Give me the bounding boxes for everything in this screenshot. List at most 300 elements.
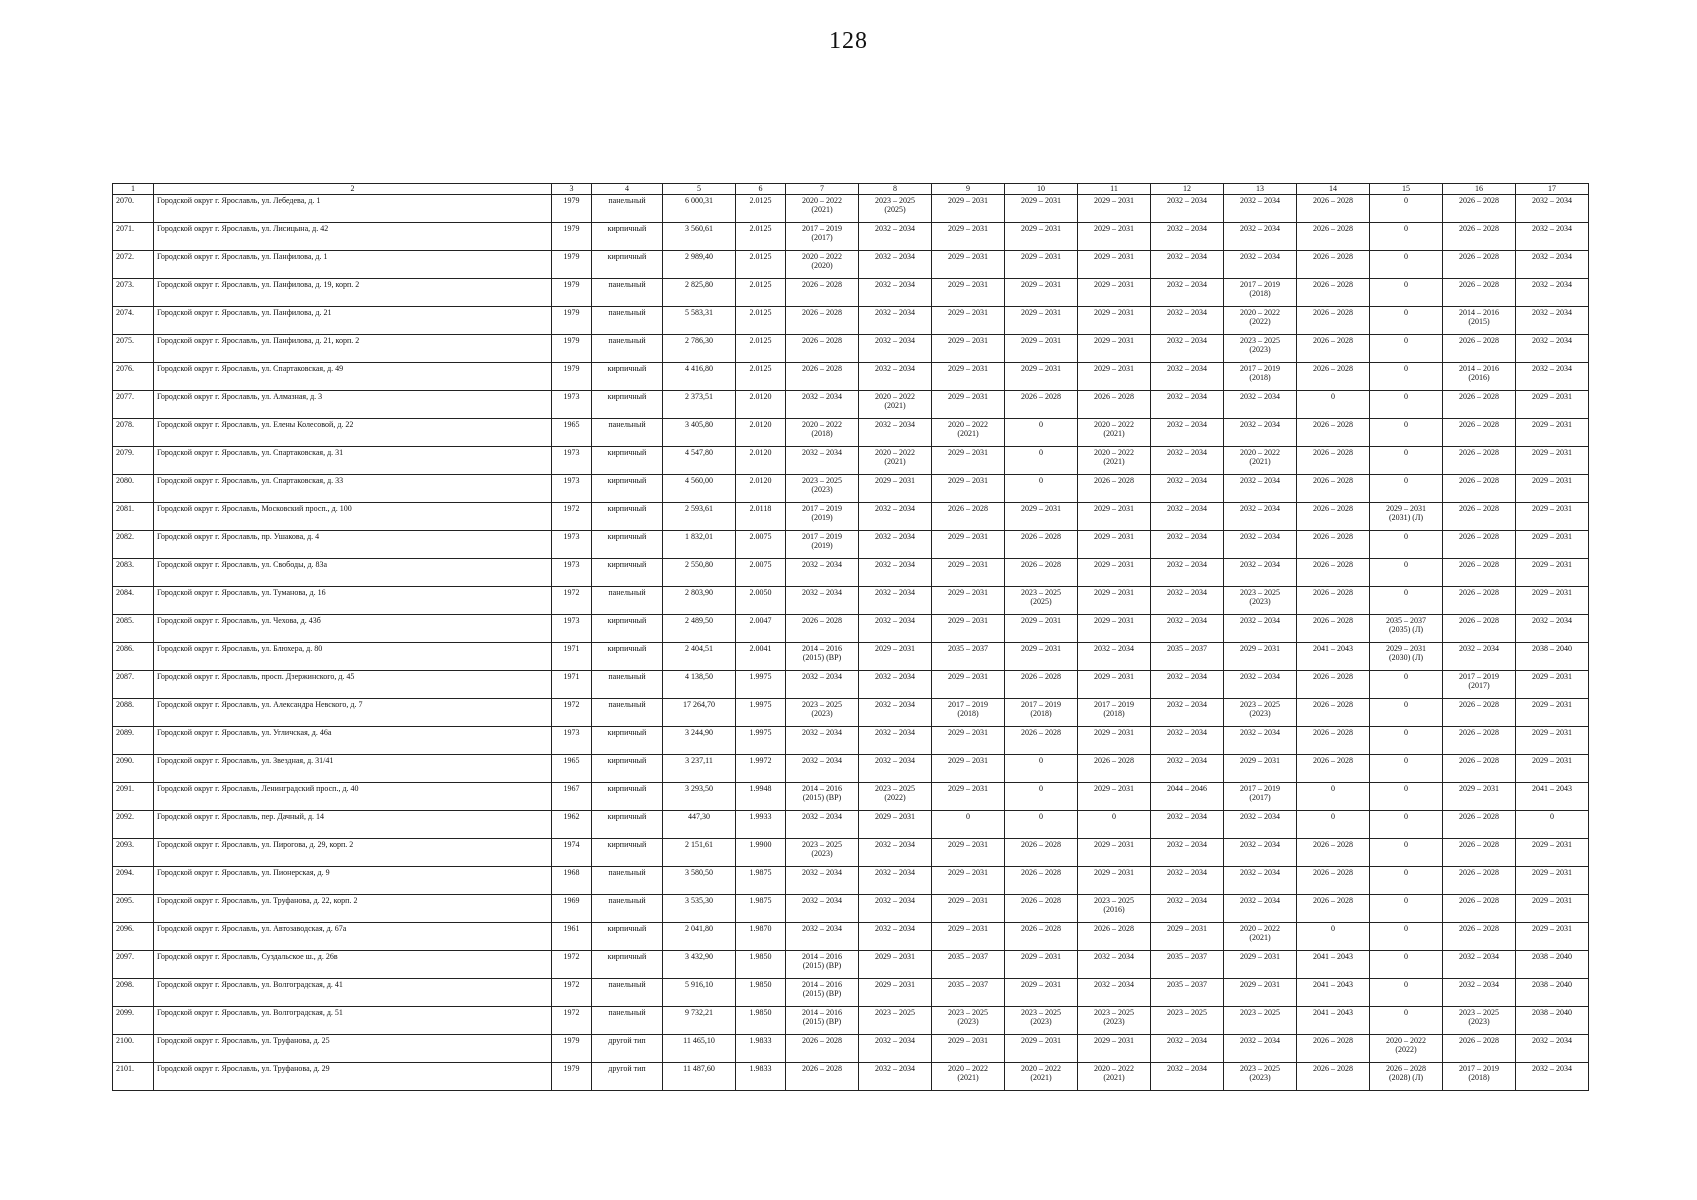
table-cell: 2032 – 2034 [1224, 475, 1297, 503]
table-cell: 2023 – 2025 [859, 1007, 932, 1035]
table-cell: 2029 – 2031 [1516, 531, 1589, 559]
table-cell: 2044 – 2046 [1151, 783, 1224, 811]
table-cell: 11 465,10 [663, 1035, 736, 1063]
table-cell: 2.0050 [736, 587, 786, 615]
table-cell: 2029 – 2031 [1005, 615, 1078, 643]
table-cell: 1979 [552, 223, 592, 251]
table-cell: 2026 – 2028 [1443, 895, 1516, 923]
table-cell: 2029 – 2031 [1516, 699, 1589, 727]
table-cell: кирпичный [592, 559, 663, 587]
table-cell: 2029 – 2031 [1005, 279, 1078, 307]
table-cell: 1.9933 [736, 811, 786, 839]
address-cell: Городской округ г. Ярославль, ул. Свободы, д. 83а [154, 559, 552, 587]
address-cell: Городской округ г. Ярославль, ул. Панфилова, д. 21 [154, 307, 552, 335]
table-cell: 447,30 [663, 811, 736, 839]
table-cell: 1972 [552, 699, 592, 727]
table-cell: 0 [1370, 1007, 1443, 1035]
table-cell: 2026 – 2028 [1443, 531, 1516, 559]
table-cell: 1972 [552, 587, 592, 615]
table-cell: 2026 – 2028 [1297, 587, 1370, 615]
row-number-cell: 2091. [113, 783, 154, 811]
table-cell: 2.0120 [736, 475, 786, 503]
address-cell: Городской округ г. Ярославль, пр. Ушакова, д. 4 [154, 531, 552, 559]
address-cell: Городской округ г. Ярославль, ул. Блюхера, д. 80 [154, 643, 552, 671]
table-cell: 2026 – 2028 [1443, 419, 1516, 447]
table-cell: 2017 – 2019 (2018) [1078, 699, 1151, 727]
table-cell: 2023 – 2025 (2023) [1005, 1007, 1078, 1035]
table-cell: 3 237,11 [663, 755, 736, 783]
address-cell: Городской округ г. Ярославль, Московский просп., д. 100 [154, 503, 552, 531]
table-cell: 4 547,80 [663, 447, 736, 475]
table-cell: 2026 – 2028 [1443, 615, 1516, 643]
table-cell: 1979 [552, 195, 592, 223]
row-number-cell: 2084. [113, 587, 154, 615]
table-cell: 2029 – 2031 [932, 531, 1005, 559]
table-row [113, 979, 1589, 1007]
table-cell: 2023 – 2025 (2022) [859, 783, 932, 811]
table-cell: 0 [1370, 867, 1443, 895]
row-number-cell: 2087. [113, 671, 154, 699]
table-cell: 2 593,61 [663, 503, 736, 531]
table-cell: 2026 – 2028 [1297, 559, 1370, 587]
table-cell: 1965 [552, 419, 592, 447]
table-cell: 2029 – 2031 [1005, 307, 1078, 335]
row-number-cell: 2096. [113, 923, 154, 951]
table-cell: 2026 – 2028 [1005, 559, 1078, 587]
table-row [113, 699, 1589, 727]
table-cell: 2032 – 2034 [859, 419, 932, 447]
row-number-cell: 2093. [113, 839, 154, 867]
table-cell: 2026 – 2028 [1443, 1035, 1516, 1063]
table-cell: другой тип [592, 1035, 663, 1063]
table-cell: 2029 – 2031 [1005, 643, 1078, 671]
table-cell: 2029 – 2031 [932, 755, 1005, 783]
table-cell: 2032 – 2034 [1224, 559, 1297, 587]
column-header: 5 [663, 184, 736, 195]
row-number-cell: 2086. [113, 643, 154, 671]
table-cell: 0 [1005, 447, 1078, 475]
table-cell: 2029 – 2031 [1516, 727, 1589, 755]
table-row [113, 335, 1589, 363]
address-cell: Городской округ г. Ярославль, просп. Дзержинского, д. 45 [154, 671, 552, 699]
table-cell: 2020 – 2022 (2022) [1224, 307, 1297, 335]
address-cell: Городской округ г. Ярославль, ул. Елены Колесовой, д. 22 [154, 419, 552, 447]
table-cell: 2 489,50 [663, 615, 736, 643]
table-cell: 2026 – 2028 [1297, 475, 1370, 503]
table-row [113, 811, 1589, 839]
address-cell: Городской округ г. Ярославль, ул. Труфанова, д. 29 [154, 1063, 552, 1091]
table-cell: 2032 – 2034 [1151, 615, 1224, 643]
table-cell: 2026 – 2028 [786, 615, 859, 643]
table-cell: 2026 – 2028 [1443, 223, 1516, 251]
address-cell: Городской округ г. Ярославль, ул. Чехова, д. 43б [154, 615, 552, 643]
table-cell: 2032 – 2034 [859, 1035, 932, 1063]
table-cell: 1972 [552, 951, 592, 979]
table-cell: кирпичный [592, 811, 663, 839]
table-cell: 2026 – 2028 [1443, 195, 1516, 223]
row-number-cell: 2072. [113, 251, 154, 279]
table-cell: 0 [1370, 755, 1443, 783]
table-row [113, 391, 1589, 419]
table-cell: 1.9870 [736, 923, 786, 951]
table-cell: 2032 – 2034 [1151, 1035, 1224, 1063]
row-number-cell: 2100. [113, 1035, 154, 1063]
row-number-cell: 2078. [113, 419, 154, 447]
table-cell: 2029 – 2031 [1078, 559, 1151, 587]
row-number-cell: 2073. [113, 279, 154, 307]
table-cell: 2029 – 2031 [1078, 867, 1151, 895]
table-cell: 2029 – 2031 [932, 727, 1005, 755]
table-row [113, 783, 1589, 811]
table-cell: 0 [1370, 447, 1443, 475]
table-row [113, 1007, 1589, 1035]
address-cell: Городской округ г. Ярославль, ул. Труфанова, д. 25 [154, 1035, 552, 1063]
table-cell: 1972 [552, 979, 592, 1007]
table-cell: 2.0125 [736, 251, 786, 279]
table-row [113, 363, 1589, 391]
table-cell: 2035 – 2037 [1151, 979, 1224, 1007]
table-cell: 2.0125 [736, 279, 786, 307]
table-cell: 2032 – 2034 [859, 363, 932, 391]
table-cell: 2032 – 2034 [859, 587, 932, 615]
table-cell: 2026 – 2028 [1005, 867, 1078, 895]
address-cell: Городской округ г. Ярославль, ул. Лисицына, д. 42 [154, 223, 552, 251]
address-cell: Городской округ г. Ярославль, ул. Туманова, д. 16 [154, 587, 552, 615]
table-cell: 2017 – 2019 (2018) [1224, 363, 1297, 391]
table-cell: 2026 – 2028 [1443, 867, 1516, 895]
address-cell: Городской округ г. Ярославль, ул. Панфилова, д. 1 [154, 251, 552, 279]
table-cell: 0 [1370, 531, 1443, 559]
table-cell: 2029 – 2031 [932, 671, 1005, 699]
table-cell: 2032 – 2034 [1516, 223, 1589, 251]
table-cell: кирпичный [592, 615, 663, 643]
table-row [113, 447, 1589, 475]
table-cell: другой тип [592, 1063, 663, 1091]
table-cell: 2026 – 2028 [786, 1063, 859, 1091]
table-cell: 2026 – 2028 [1005, 839, 1078, 867]
table-cell: 2032 – 2034 [1443, 643, 1516, 671]
table-cell: 1.9875 [736, 895, 786, 923]
table-cell: 2032 – 2034 [1224, 615, 1297, 643]
address-cell: Городской округ г. Ярославль, Ленинградский просп., д. 40 [154, 783, 552, 811]
column-header: 7 [786, 184, 859, 195]
table-cell: 2032 – 2034 [859, 671, 932, 699]
address-cell: Городской округ г. Ярославль, ул. Спартаковская, д. 31 [154, 447, 552, 475]
table-cell: 0 [1370, 587, 1443, 615]
table-cell: 0 [1370, 391, 1443, 419]
table-cell: 2032 – 2034 [1151, 503, 1224, 531]
table-body [113, 195, 1589, 1091]
table-cell: 2020 – 2022 (2021) [1078, 1063, 1151, 1091]
table-cell: 2032 – 2034 [1151, 363, 1224, 391]
row-number-cell: 2079. [113, 447, 154, 475]
table-cell: 2029 – 2031 [1005, 1035, 1078, 1063]
table-row [113, 419, 1589, 447]
table-cell: 1.9975 [736, 671, 786, 699]
address-cell: Городской округ г. Ярославль, ул. Пирогова, д. 29, корп. 2 [154, 839, 552, 867]
table-cell: 2026 – 2028 [1005, 531, 1078, 559]
table-cell: 1.9975 [736, 727, 786, 755]
table-cell: 4 416,80 [663, 363, 736, 391]
table-cell: 2029 – 2031 [1005, 223, 1078, 251]
table-cell: панельный [592, 699, 663, 727]
address-cell: Городской округ г. Ярославль, ул. Автозаводская, д. 67а [154, 923, 552, 951]
table-cell: панельный [592, 895, 663, 923]
table-cell: 2032 – 2034 [1078, 951, 1151, 979]
table-cell: 2029 – 2031 [1005, 195, 1078, 223]
table-cell: 2029 – 2031 [1516, 475, 1589, 503]
table-cell: 0 [932, 811, 1005, 839]
table-cell: 2032 – 2034 [859, 895, 932, 923]
table-cell: 2.0120 [736, 391, 786, 419]
table-cell: 2032 – 2034 [859, 867, 932, 895]
table-cell: 2032 – 2034 [1151, 335, 1224, 363]
table-cell: 1979 [552, 1063, 592, 1091]
table-cell: 2029 – 2031 [1224, 979, 1297, 1007]
table-cell: 2 989,40 [663, 251, 736, 279]
table-cell: 1973 [552, 475, 592, 503]
table-cell: 0 [1370, 923, 1443, 951]
table-cell: 2017 – 2019 (2018) [1443, 1063, 1516, 1091]
row-number-cell: 2095. [113, 895, 154, 923]
table-cell: 2020 – 2022 (2021) [1224, 447, 1297, 475]
table-cell: 2032 – 2034 [1151, 699, 1224, 727]
table-cell: 2032 – 2034 [1151, 279, 1224, 307]
table-cell: 2026 – 2028 [1443, 279, 1516, 307]
table-cell: 2032 – 2034 [786, 867, 859, 895]
column-header: 8 [859, 184, 932, 195]
address-cell: Городской округ г. Ярославль, ул. Волгоградская, д. 41 [154, 979, 552, 1007]
table-cell: 2032 – 2034 [1151, 587, 1224, 615]
table-cell: 2 151,61 [663, 839, 736, 867]
table-cell: 2032 – 2034 [1151, 671, 1224, 699]
page-number: 128 [829, 28, 868, 54]
table-cell: 2029 – 2031 [1516, 419, 1589, 447]
table-cell: 2 550,80 [663, 559, 736, 587]
column-header: 15 [1370, 184, 1443, 195]
table-cell: 2029 – 2031 [1516, 671, 1589, 699]
table-cell: 0 [1516, 811, 1589, 839]
table-cell: 2026 – 2028 [1443, 503, 1516, 531]
table-cell: панельный [592, 867, 663, 895]
table-cell: 2.0118 [736, 503, 786, 531]
address-cell: Городской округ г. Ярославль, ул. Панфилова, д. 21, корп. 2 [154, 335, 552, 363]
table-cell: 2032 – 2034 [786, 587, 859, 615]
table-cell: кирпичный [592, 923, 663, 951]
table-row [113, 923, 1589, 951]
table-cell: 2026 – 2028 [1297, 727, 1370, 755]
table-cell: 2032 – 2034 [1516, 1063, 1589, 1091]
table-cell: кирпичный [592, 783, 663, 811]
table-cell: 0 [1297, 923, 1370, 951]
table-cell: 2029 – 2031 [932, 783, 1005, 811]
table-cell: 2032 – 2034 [1151, 755, 1224, 783]
table-cell: 2032 – 2034 [786, 895, 859, 923]
address-cell: Городской округ г. Ярославль, ул. Алмазная, д. 3 [154, 391, 552, 419]
table-cell: 0 [1005, 475, 1078, 503]
table-cell: 2026 – 2028 [1005, 391, 1078, 419]
table-cell: 2032 – 2034 [1443, 951, 1516, 979]
table-cell: 1979 [552, 1035, 592, 1063]
table-cell: 2029 – 2031 (2031) (Л) [1370, 503, 1443, 531]
table-cell: 2032 – 2034 [1151, 531, 1224, 559]
table-cell: 2032 – 2034 [859, 559, 932, 587]
table-cell: кирпичный [592, 503, 663, 531]
table-cell: 0 [1370, 699, 1443, 727]
table-row [113, 895, 1589, 923]
table-cell: 2026 – 2028 [1297, 279, 1370, 307]
table-cell: 2.0125 [736, 307, 786, 335]
table-cell: 2029 – 2031 [1078, 531, 1151, 559]
table-cell: 0 [1370, 811, 1443, 839]
table-cell: 1.9972 [736, 755, 786, 783]
table-cell: 2029 – 2031 [1078, 671, 1151, 699]
table-cell: 2 803,90 [663, 587, 736, 615]
table-cell: 2026 – 2028 [1297, 755, 1370, 783]
table-cell: 2029 – 2031 [1516, 503, 1589, 531]
table-cell: 2026 – 2028 [1443, 559, 1516, 587]
table-cell: 2029 – 2031 [1516, 559, 1589, 587]
table-cell: 2032 – 2034 [859, 923, 932, 951]
table-cell: 2035 – 2037 [932, 979, 1005, 1007]
column-header: 2 [154, 184, 552, 195]
row-number-cell: 2092. [113, 811, 154, 839]
table-cell: 3 244,90 [663, 727, 736, 755]
table-cell: 2029 – 2031 [932, 307, 1005, 335]
table-row [113, 587, 1589, 615]
table-cell: 1969 [552, 895, 592, 923]
table-cell: 2029 – 2031 [932, 615, 1005, 643]
row-number-cell: 2074. [113, 307, 154, 335]
table-cell: 2032 – 2034 [859, 279, 932, 307]
table-cell: 0 [1005, 783, 1078, 811]
table-cell: кирпичный [592, 475, 663, 503]
table-row [113, 755, 1589, 783]
table-cell: 2029 – 2031 [932, 447, 1005, 475]
address-cell: Городской округ г. Ярославль, ул. Волгоградская, д. 51 [154, 1007, 552, 1035]
table-cell: 2032 – 2034 [1224, 727, 1297, 755]
table-container [112, 183, 1589, 1091]
table-cell: 2032 – 2034 [859, 251, 932, 279]
table-cell: 4 560,00 [663, 475, 736, 503]
table-cell: 2014 – 2016 (2015) (ВР) [786, 643, 859, 671]
table-cell: 2026 – 2028 [1443, 475, 1516, 503]
table-cell: 2032 – 2034 [1151, 895, 1224, 923]
table-cell: 2023 – 2025 [1151, 1007, 1224, 1035]
table-cell: 2032 – 2034 [859, 531, 932, 559]
table-cell: 2014 – 2016 (2015) (ВР) [786, 783, 859, 811]
table-cell: 2029 – 2031 [1516, 867, 1589, 895]
table-cell: 2026 – 2028 [932, 503, 1005, 531]
table-cell: 2029 – 2031 [1516, 895, 1589, 923]
table-cell: 2026 – 2028 [1297, 307, 1370, 335]
table-cell: 2029 – 2031 [1078, 223, 1151, 251]
table-cell: 2032 – 2034 [1224, 419, 1297, 447]
table-cell: 2032 – 2034 [786, 755, 859, 783]
table-cell: 2026 – 2028 [1443, 335, 1516, 363]
table-cell: 2029 – 2031 [1224, 951, 1297, 979]
table-cell: 2026 – 2028 [1443, 699, 1516, 727]
table-cell: 2026 – 2028 [1297, 419, 1370, 447]
table-cell: 2026 – 2028 [1297, 503, 1370, 531]
table-cell: 1971 [552, 671, 592, 699]
row-number-cell: 2071. [113, 223, 154, 251]
table-row [113, 307, 1589, 335]
table-cell: 1.9833 [736, 1035, 786, 1063]
table-cell: 2017 – 2019 (2017) [1443, 671, 1516, 699]
table-cell: 2032 – 2034 [1224, 531, 1297, 559]
table-cell: 2020 – 2022 (2022) [1370, 1035, 1443, 1063]
table-cell: 2026 – 2028 [1297, 1035, 1370, 1063]
table-cell: 2032 – 2034 [786, 923, 859, 951]
table-row [113, 727, 1589, 755]
table-cell: 1962 [552, 811, 592, 839]
table-cell: 2014 – 2016 (2016) [1443, 363, 1516, 391]
table-cell: 0 [1005, 811, 1078, 839]
table-row [113, 643, 1589, 671]
table-cell: 2023 – 2025 (2025) [859, 195, 932, 223]
table-cell: 2029 – 2031 [932, 363, 1005, 391]
table-cell: 1.9850 [736, 951, 786, 979]
table-cell: 2029 – 2031 [932, 195, 1005, 223]
table-cell: 2029 – 2031 [932, 923, 1005, 951]
table-cell: 2032 – 2034 [1151, 391, 1224, 419]
table-cell: 2029 – 2031 [932, 895, 1005, 923]
row-number-cell: 2101. [113, 1063, 154, 1091]
table-cell: 2029 – 2031 (2030) (Л) [1370, 643, 1443, 671]
table-cell: 2026 – 2028 [1297, 615, 1370, 643]
table-cell: 2029 – 2031 [1005, 503, 1078, 531]
table-cell: 1.9850 [736, 979, 786, 1007]
table-cell: 1.9850 [736, 1007, 786, 1035]
table-cell: 2017 – 2019 (2018) [1224, 279, 1297, 307]
table-cell: 1967 [552, 783, 592, 811]
table-cell: 2026 – 2028 [1443, 755, 1516, 783]
table-cell: 2026 – 2028 [786, 1035, 859, 1063]
column-header: 9 [932, 184, 1005, 195]
table-cell: 2023 – 2025 (2023) [786, 475, 859, 503]
table-cell: 2032 – 2034 [1224, 895, 1297, 923]
table-cell: 2029 – 2031 [1078, 839, 1151, 867]
column-header: 14 [1297, 184, 1370, 195]
table-row [113, 951, 1589, 979]
table-cell: 3 405,80 [663, 419, 736, 447]
table-cell: 2026 – 2028 [1443, 447, 1516, 475]
row-number-cell: 2083. [113, 559, 154, 587]
table-cell: 2020 – 2022 (2021) [1005, 1063, 1078, 1091]
table-cell: 2029 – 2031 [932, 559, 1005, 587]
table-cell: 2029 – 2031 [1516, 839, 1589, 867]
table-cell: 0 [1370, 335, 1443, 363]
table-cell: 2017 – 2019 (2018) [932, 699, 1005, 727]
table-cell: 2035 – 2037 [932, 951, 1005, 979]
table-cell: 2032 – 2034 [859, 335, 932, 363]
table-cell: кирпичный [592, 363, 663, 391]
table-row [113, 251, 1589, 279]
table-cell: 1 832,01 [663, 531, 736, 559]
table-cell: 3 432,90 [663, 951, 736, 979]
table-cell: 2026 – 2028 [1078, 391, 1151, 419]
table-cell: кирпичный [592, 839, 663, 867]
table-cell: 2014 – 2016 (2015) [1443, 307, 1516, 335]
table-cell: 2038 – 2040 [1516, 951, 1589, 979]
table-cell: 2020 – 2022 (2021) [1224, 923, 1297, 951]
table-cell: панельный [592, 587, 663, 615]
table-cell: 2029 – 2031 [932, 587, 1005, 615]
table-cell: 2026 – 2028 [1297, 223, 1370, 251]
table-cell: 2017 – 2019 (2018) [1005, 699, 1078, 727]
table-header-row [113, 184, 1589, 195]
